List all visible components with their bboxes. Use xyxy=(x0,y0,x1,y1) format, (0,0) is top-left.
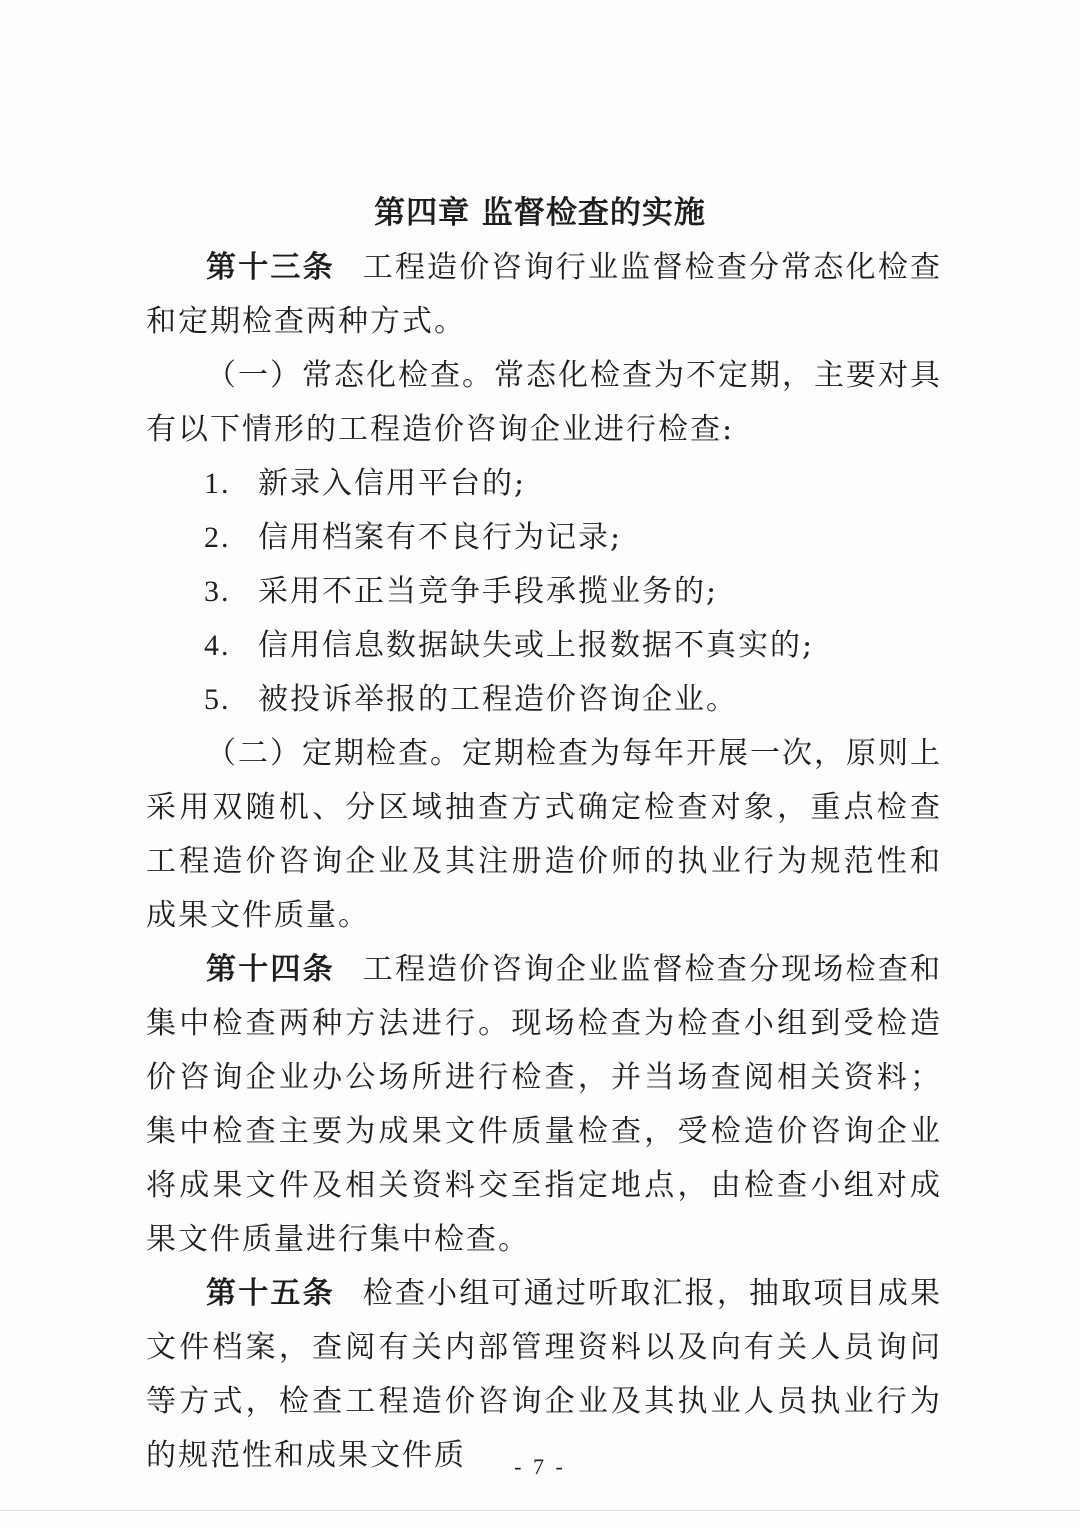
article-13-paragraph xyxy=(146,241,942,349)
routine-inspection-paragraph: （一）常态化检查。常态化检查为不定期，主要对具有以下情形的工程造价咨询企业进行检查: xyxy=(146,358,942,447)
list-item xyxy=(146,457,942,511)
article-14-heading: 第十四条 xyxy=(206,952,335,987)
page-number: - 7 - xyxy=(514,1454,566,1479)
list-item xyxy=(146,565,942,619)
list-item xyxy=(146,511,942,565)
list-item-number: 5. xyxy=(204,683,231,716)
list-item-text: 信用信息数据缺失或上报数据不真实的; xyxy=(258,628,815,663)
list-item-number: 4. xyxy=(204,629,231,662)
list-item-text: 信用档案有不良行为记录; xyxy=(258,520,623,555)
document-body xyxy=(146,241,942,1483)
list-item xyxy=(146,673,942,727)
article-14-text: 工程造价咨询企业监督检查分现场检查和集中检查两种方法进行。现场检查为检查小组到受检造价咨询企业办公场所进行检查，并当场查阅相关资料；集中检查主要为成果文件质量检查，受检造价咨询企业将成果文件及相关资料交至指定地点，由检查小组对成果文件质量进行集中检查。 xyxy=(146,952,943,1257)
list-item-number: 2. xyxy=(204,521,231,554)
page-bottom-divider xyxy=(0,1510,1080,1511)
article-14-paragraph xyxy=(146,943,942,1267)
list-item-number: 1. xyxy=(204,467,231,500)
list-item-text: 新录入信用平台的; xyxy=(258,466,527,501)
list-item-text: 采用不正当竞争手段承揽业务的; xyxy=(258,574,719,609)
list-item xyxy=(146,619,942,673)
article-15-text: 检查小组可通过听取汇报，抽取项目成果文件档案，查阅有关内部管理资料以及向有关人员询问等方式，检查工程造价咨询企业及其执业人员执业行为的规范性和成果文件质 xyxy=(146,1276,943,1473)
list-item-text: 被投诉举报的工程造价咨询企业。 xyxy=(258,682,738,717)
article-15-heading: 第十五条 xyxy=(206,1276,335,1311)
periodic-inspection-paragraph: （二）定期检查。定期检查为每年开展一次，原则上采用双随机、分区域抽查方式确定检查对象，重点检查工程造价咨询企业及其注册造价师的执业行为规范性和成果文件质量。 xyxy=(146,736,942,933)
article-13-heading: 第十三条 xyxy=(206,250,335,285)
list-item-number: 3. xyxy=(204,575,231,608)
article-13-text: 工程造价咨询行业监督检查分常态化检查和定期检查两种方式。 xyxy=(146,250,943,339)
article-15-paragraph xyxy=(146,1267,942,1483)
chapter-title: 第四章 监督检查的实施 xyxy=(374,195,706,231)
